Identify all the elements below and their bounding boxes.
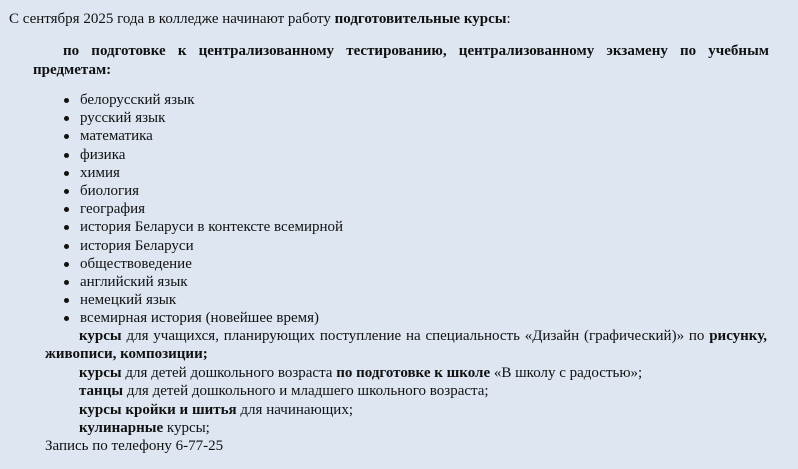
- course-dance: [45, 382, 767, 400]
- course-preschool: [45, 364, 767, 382]
- subjects-list: [40, 91, 343, 327]
- intro-tail: :: [506, 11, 511, 27]
- list-item: белорусский язык: [80, 91, 343, 109]
- course-cooking-bold: кулинарные: [79, 420, 164, 437]
- course-design-text: для учащихся, планирующих поступление на специальность «Дизайн (графический)» по: [121, 328, 710, 344]
- course-dance-bold: танцы: [79, 383, 124, 400]
- list-item: история Беларуси: [80, 237, 343, 255]
- courses-section: [45, 327, 767, 456]
- course-design-subjects: рисунку, живописи, композиции;: [45, 328, 767, 363]
- course-design-bold: курсы: [79, 328, 122, 344]
- list-item: биология: [80, 182, 343, 200]
- course-cooking: [45, 419, 767, 437]
- list-item: история Беларуси в контексте всемирной: [80, 219, 344, 236]
- course-preschool-tail: «В школу с радостью»;: [490, 364, 643, 381]
- course-preschool-bold: курсы: [79, 364, 122, 381]
- list-item: физика: [80, 146, 343, 164]
- subhead: по подготовке к централизованному тестированию, централизованному экзамену по учебным предметам:: [33, 43, 769, 78]
- list-item: немецкий язык: [80, 291, 343, 309]
- contact-line: Запись по телефону 6-77-25: [45, 438, 224, 455]
- course-dance-text: для детей дошкольного и младшего школьного возраста;: [123, 383, 489, 400]
- course-cooking-text: курсы;: [163, 420, 210, 437]
- course-sewing: [45, 401, 767, 419]
- course-preschool-bold2: по подготовке к школе: [336, 364, 491, 381]
- list-item: химия: [80, 164, 343, 182]
- list-item: математика: [80, 127, 343, 145]
- list-item: всемирная история (новейшее время): [80, 309, 343, 327]
- list-item: география: [80, 200, 343, 218]
- course-preschool-text: для детей дошкольного возраста: [121, 364, 337, 381]
- list-item: обществоведение: [80, 255, 343, 273]
- intro-line: [9, 10, 789, 28]
- list-item: русский язык: [80, 109, 343, 127]
- intro-text: С сентября 2025 года в колледже начинают работу: [9, 11, 335, 27]
- course-sewing-bold: курсы кройки и шитья: [79, 401, 237, 418]
- list-item: английский язык: [80, 273, 343, 291]
- course-design: [45, 327, 767, 364]
- course-sewing-text: для начинающих;: [236, 401, 353, 418]
- intro-bold: подготовительные курсы: [334, 11, 507, 27]
